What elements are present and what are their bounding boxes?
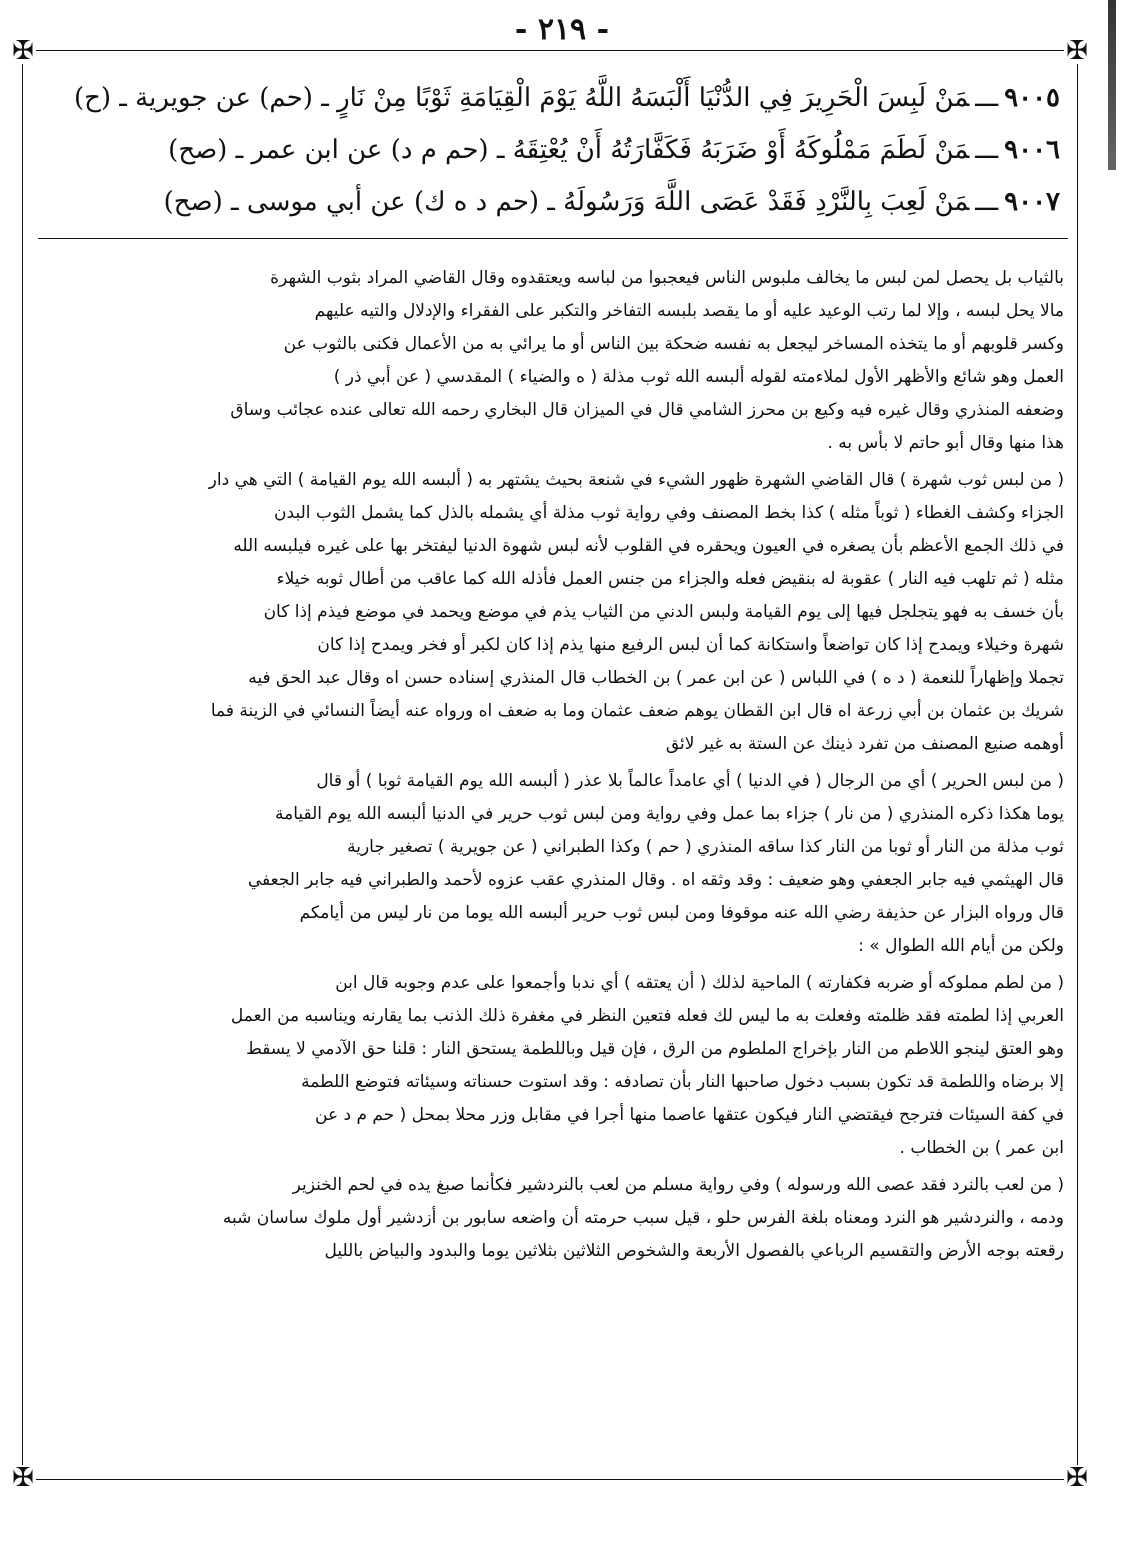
commentary-line: هذا منها وقال أبو حاتم لا بأس به . xyxy=(827,433,1064,453)
commentary-line: شريك بن عثمان بن أبي زرعة اه قال ابن القطان يوهم ضعف عثمان وما به ضعف اه ورواه عنه أيضاً النسائي في الزينة فما xyxy=(210,701,1064,721)
commentary-line: الجزاء وكشف الغطاء ( ثوباً مثله ) كذا بخط المصنف وفي رواية ثوب مذلة أي يشمله بالذل كما يشمل الثوب البدن xyxy=(274,503,1064,523)
commentary-line: العمل وهو شائع والأظهر الأول لملاءمته لقوله ألبسه الله ثوب مذلة ( ه والضياء ) المقدسي ( عن أبي ذر ) xyxy=(333,367,1064,387)
hadith-number: ٩٠٠٧ xyxy=(1004,187,1060,217)
commentary-line: يوما هكذا ذكره المنذري ( من نار ) جزاء بما عمل وفي رواية ومن لبس ثوب حرير في الدنيا ألبسه الله يوم القيامة xyxy=(275,804,1064,824)
commentary-paragraph xyxy=(52,1169,1064,1268)
hadith-entry: ٩٠٠٧ـــمَنْ لَعِبَ بِالنَّرْدِ فَقَدْ عَصَى اللَّهَ وَرَسُولَهُ ـ (حم د ه ك) عن أبي موسى ـ (صح) xyxy=(163,187,1060,217)
commentary-line: وهو العتق لينجو اللاطم من النار بإخراج الملطوم من الرق ، فإن قيل وباللطمة يستحق النار : قلنا حق الآدمي لا يسقط xyxy=(246,1039,1064,1059)
decorative-knot-icon: ✠ xyxy=(1064,1465,1090,1491)
commentary-line: قال الهيثمي فيه جابر الجعفي وهو ضعيف : وقد وثقه اه . وقال المنذري عقب عزوه لأحمد والطبراني فيه جابر الجعفي xyxy=(247,870,1064,890)
commentary-line: ( من لطم مملوكه أو ضربه فكفارته ) الماحية لذلك ( أن يعتقه ) أي ندبا وأجمعوا على عدم وجوبه قال ابن xyxy=(335,973,1064,993)
hadith-text: مَنْ لَعِبَ بِالنَّرْدِ فَقَدْ عَصَى اللَّهَ وَرَسُولَهُ ـ (حم د ه ك) عن أبي موسى ـ (صح) xyxy=(163,187,970,217)
commentary-line: العربي إذا لطمته فقد ظلمته وفعلت به ما ليس لك فعله فتعين النظر في مغفرة ذلك الذنب بما يقارنه ويناسبه من العمل xyxy=(230,1006,1064,1026)
commentary-line: ثوب مذلة من النار أو ثوبا من النار كذا ساقه المنذري ( حم ) وكذا الطبراني ( عن جويرية ) تصغير جارية xyxy=(347,837,1064,857)
hadith-number: ٩٠٠٦ xyxy=(1004,135,1060,165)
hadith-text: مَنْ لَبِسَ الْحَرِيرَ فِي الدُّنْيَا أَلْبَسَهُ اللَّهُ يَوْمَ الْقِيَامَةِ ثَوْبًا مِنْ نَارٍ ـ (حم) عن جويرية ـ (ح) xyxy=(73,83,970,113)
page-number: - ٢١٩ - xyxy=(514,12,610,47)
commentary-line: بالثياب بل يحصل لمن لبس ما يخالف ملبوس الناس فيعجبوا من لباسه ويعتقدوه وقال القاضي المراد بثوب الشهرة xyxy=(270,268,1064,288)
commentary-line: رقعته بوجه الأرض والتقسيم الرباعي بالفصول الأربعة والشخوص الثلاثين بثلاثين يوما والبدود والبياض بالليل xyxy=(324,1241,1064,1261)
commentary-line: تجملا وإظهاراً للنعمة ( د ه ) في اللباس ( عن ابن عمر ) بن الخطاب قال المنذري إسناده حسن اه وقال عبد الحق فيه xyxy=(248,668,1064,688)
decorative-knot-icon: ✠ xyxy=(1064,38,1090,64)
commentary-line: أوهمه صنيع المصنف من تفرد ذينك عن الستة به غير لائق xyxy=(665,734,1064,754)
commentary-line: مالا يحل لبسه ، وإلا لما رتب الوعيد عليه أو ما يقصد بلبسه التفاخر والتكبر على الفقراء والإدلال والتيه عليهم xyxy=(314,301,1064,321)
commentary-line: مثله ( ثم تلهب فيه النار ) عقوبة له بنقيض فعله والجزاء من جنس العمل فأذله الله كما عاقب من أطال ثوبه خيلاء xyxy=(276,569,1064,589)
commentary-paragraph xyxy=(52,464,1064,761)
hadith-entry: ٩٠٠٥ـــمَنْ لَبِسَ الْحَرِيرَ فِي الدُّنْيَا أَلْبَسَهُ اللَّهُ يَوْمَ الْقِيَامَةِ ثَوْبًا مِنْ نَارٍ ـ (حم) عن جويرية ـ (ح) xyxy=(73,83,1060,113)
commentary-paragraph xyxy=(52,967,1064,1165)
commentary-line: ابن عمر ) بن الخطاب . xyxy=(899,1138,1064,1158)
hadith-list xyxy=(60,72,1060,228)
commentary-line: ولكن من أيام الله الطوال » : xyxy=(858,936,1064,956)
commentary-line: ( من لعب بالنرد فقد عصى الله ورسوله ) وفي رواية مسلم من لعب بالنردشير فكأنما صبغ يده في لحم الخنزير xyxy=(292,1175,1064,1195)
commentary-line: في كفة السيئات فترجح فيقتضي النار فيكون عتقها عاصما منها أجرا في مقابل وزر محلا بمحل ( حم م د عن xyxy=(315,1105,1064,1125)
hadith-entry: ٩٠٠٦ـــمَنْ لَطَمَ مَمْلُوكَهُ أَوْ ضَرَبَهُ فَكَفَّارَتُهُ أَنْ يُعْتِقَهُ ـ (حم م د) عن ابن عمر ـ (صح) xyxy=(168,135,1060,165)
commentary-line: ( من لبس الحرير ) أي من الرجال ( في الدنيا ) أي عامداً عالماً بلا عذر ( ألبسه الله يوم القيامة ثوبا ) أو قال xyxy=(316,771,1064,791)
commentary-line: وكسر قلوبهم أو ما يتخذه المساخر ليجعل به نفسه ضحكة بين الناس أو ما يرائي به من الأعمال فكنى بالثوب عن xyxy=(283,334,1064,354)
hadith-text: مَنْ لَطَمَ مَمْلُوكَهُ أَوْ ضَرَبَهُ فَكَفَّارَتُهُ أَنْ يُعْتِقَهُ ـ (حم م د) عن ابن عمر ـ (صح) xyxy=(168,135,970,165)
commentary-line: ودمه ، والنردشير هو النرد ومعناه بلغة الفرس حلو ، قيل سبب حرمته أن واضعه سابور بن أزدشير أول ملوك ساسان شبه xyxy=(222,1208,1064,1228)
hadith-number: ٩٠٠٥ xyxy=(1004,83,1060,113)
commentary-line: في ذلك الجمع الأعظم بأن يصغره في العيون ويحقره في القلوب لأنه لبس شهوة الدنيا ليفتخر بها على غيره فيلبسه الله xyxy=(233,536,1064,556)
decorative-knot-icon: ✠ xyxy=(10,1465,36,1491)
commentary-paragraph xyxy=(52,262,1064,460)
commentary-line: وضعفه المنذري وقال غيره فيه وكيع بن محرز الشامي قال في الميزان قال البخاري رحمه الله تعالى عنده عجائب وساق xyxy=(230,400,1064,420)
commentary-line: إلا برضاه واللطمة قد تكون بسبب دخول صاحبها النار بأن تصادفه : وقد استوت حسناته وسيئاته فتوضع اللطمة xyxy=(301,1072,1064,1092)
commentary-line: شهرة وخيلاء ويمدح إذا كان تواضعاً واستكانة كما أن لبس الرفيع منها يذم إذا كان لكبر أو فخر ويمدح إذا كان xyxy=(317,635,1064,655)
section-divider xyxy=(38,238,1068,239)
commentary-line: بأن خسف به فهو يتجلجل فيها إلى يوم القيامة ولبس الدني من الثياب يذم في موضع ويحمد في موضع فيذم إذا كان xyxy=(263,602,1064,622)
commentary-paragraph xyxy=(52,765,1064,963)
commentary xyxy=(52,262,1064,1268)
decorative-knot-icon: ✠ xyxy=(10,38,36,64)
commentary-line: قال ورواه البزار عن حذيفة رضي الله عنه موقوفا ومن لبس ثوب حرير ألبسه الله يوما من نار ليس من أيامكم xyxy=(299,903,1064,923)
commentary-line: ( من لبس ثوب شهرة ) قال القاضي الشهرة ظهور الشيء في شنعة بحيث يشتهر به ( ألبسه الله يوم القيامة ) التي هي دار xyxy=(208,470,1064,490)
